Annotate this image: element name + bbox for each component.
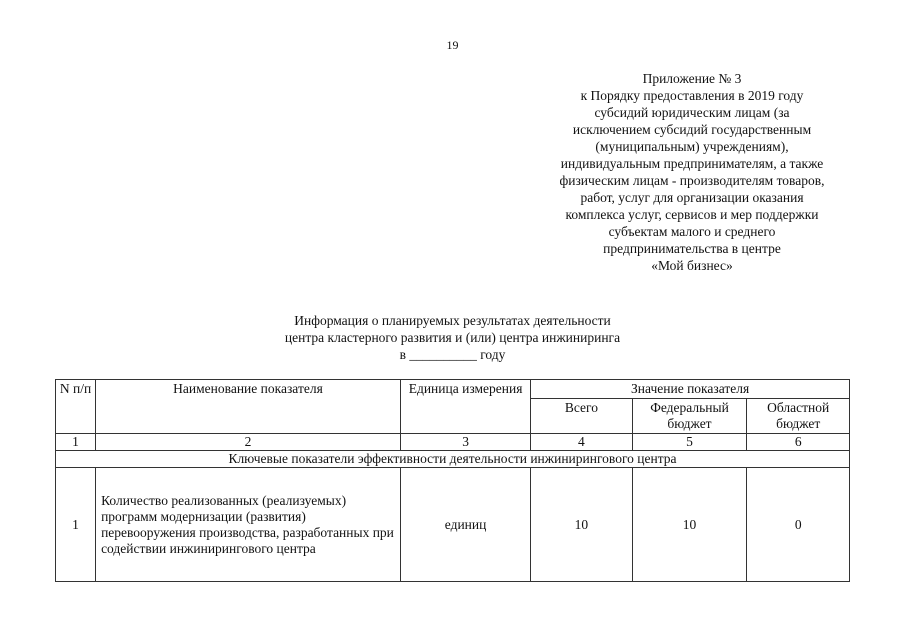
appendix-line: комплекса услуг, сервисов и мер поддержки [565, 207, 819, 222]
header-unit: Единица измерения [400, 380, 530, 434]
appendix-line: физическим лицам - производителям товаров, [559, 173, 825, 188]
document-title [0, 312, 905, 363]
column-number: 4 [531, 434, 632, 451]
appendix-line: субъектам малого и среднего [608, 224, 776, 239]
column-number: 3 [400, 434, 530, 451]
header-row [56, 380, 850, 399]
appendix-line: индивидуальным предпринимателям, а также [560, 156, 824, 171]
table-row [56, 468, 850, 582]
row-name: Количество реализованных (реализуемых) программ модернизации (развития) перевооружения производства, разработанных при содействии инжинирингового центра [96, 468, 401, 582]
appendix-line: Приложение № 3 [642, 71, 742, 86]
appendix-line: субсидий юридическим лицам (за [594, 105, 790, 120]
column-number: 6 [747, 434, 850, 451]
header-num: N п/п [56, 380, 96, 434]
appendix-line: к Порядку предоставления в 2019 году [580, 88, 804, 103]
column-number: 1 [56, 434, 96, 451]
column-number: 5 [632, 434, 747, 451]
appendix-line: исключением субсидий государственным [572, 122, 812, 137]
column-number-row [56, 434, 850, 451]
section-title: Ключевые показатели эффективности деятельности инжинирингового центра [56, 451, 850, 468]
row-unit: единиц [400, 468, 530, 582]
page-number: 19 [446, 38, 459, 52]
header-name: Наименование показателя [96, 380, 401, 434]
header-total: Всего [531, 399, 632, 434]
header-federal: Федеральный бюджет [632, 399, 747, 434]
row-num: 1 [56, 468, 96, 582]
appendix-header [522, 70, 862, 274]
row-regional: 0 [747, 468, 850, 582]
title-line: центра кластерного развития и (или) центра инжиниринга [284, 330, 621, 345]
header-value-group: Значение показателя [531, 380, 850, 399]
section-row [56, 451, 850, 468]
column-number: 2 [96, 434, 401, 451]
title-line: Информация о планируемых результатах деятельности [294, 313, 611, 328]
title-line: в __________ году [399, 347, 506, 362]
appendix-line: предпринимательства в центре [603, 241, 781, 256]
header-regional: Областной бюджет [747, 399, 850, 434]
appendix-line: «Мой бизнес» [651, 258, 733, 273]
row-federal: 10 [632, 468, 747, 582]
appendix-line: (муниципальным) учреждениям), [595, 139, 789, 154]
appendix-line: работ, услуг для организации оказания [580, 190, 804, 205]
indicators-table [55, 379, 850, 582]
row-total: 10 [531, 468, 632, 582]
